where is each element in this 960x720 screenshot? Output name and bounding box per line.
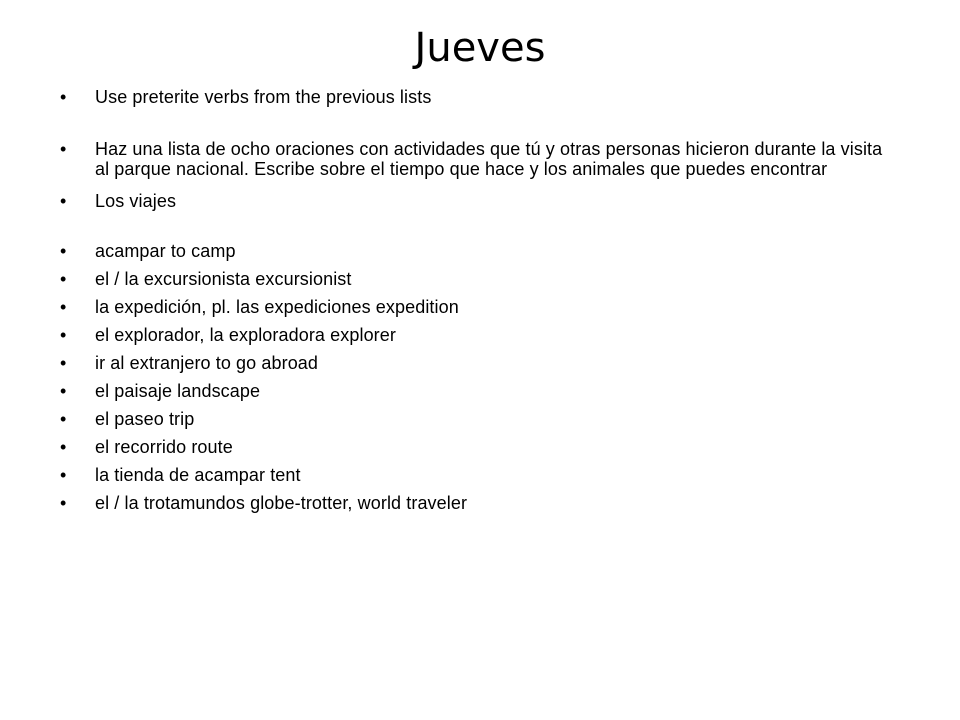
vocab-item bbox=[60, 493, 900, 513]
bullet-dot: • bbox=[60, 269, 67, 289]
vocab-text: el / la excursionista excursionist bbox=[95, 269, 352, 289]
bullet-dot: • bbox=[60, 191, 67, 211]
bullet-dot: • bbox=[60, 493, 67, 513]
bullet-dot: • bbox=[60, 241, 67, 261]
bullet-item bbox=[60, 87, 900, 107]
vocab-item bbox=[60, 381, 900, 401]
vocab-item bbox=[60, 297, 900, 317]
vocab-text: acampar to camp bbox=[95, 241, 236, 261]
bullet-item bbox=[60, 191, 900, 211]
vocab-text: el / la trotamundos globe-trotter, world traveler bbox=[95, 493, 468, 513]
vocab-text: el paisaje landscape bbox=[95, 381, 261, 401]
vocab-item bbox=[60, 269, 900, 289]
vocab-text: el recorrido route bbox=[95, 437, 233, 457]
bullet-item bbox=[60, 139, 900, 179]
vocab-item bbox=[60, 437, 900, 457]
slide-title: Jueves bbox=[414, 25, 546, 71]
vocab-text: la expedición, pl. las expediciones expedition bbox=[95, 297, 459, 317]
vocab-text: la tienda de acampar tent bbox=[95, 465, 301, 485]
bullet-text: Los viajes bbox=[95, 191, 177, 211]
vocab-text: el explorador, la exploradora explorer bbox=[95, 325, 396, 345]
bullet-dot: • bbox=[60, 87, 67, 107]
bullet-dot: • bbox=[60, 381, 67, 401]
bullet-dot: • bbox=[60, 465, 67, 485]
bullet-list bbox=[60, 83, 900, 513]
vocab-item bbox=[60, 325, 900, 345]
vocab-item bbox=[60, 241, 900, 261]
bullet-text: Haz una lista de ocho oraciones con actividades que tú y otras personas hicieron durante la visita al parque nacional. Escribe sobre el tiempo que hace y los animales que puedes encontrar bbox=[95, 139, 883, 179]
vocab-text: ir al extranjero to go abroad bbox=[95, 353, 319, 373]
bullet-text: Use preterite verbs from the previous lists bbox=[95, 87, 432, 107]
bullet-dot: • bbox=[60, 139, 67, 159]
vocab-item bbox=[60, 465, 900, 485]
bullet-dot: • bbox=[60, 437, 67, 457]
bullet-dot: • bbox=[60, 325, 67, 345]
bullet-dot: • bbox=[60, 297, 67, 317]
vocab-item bbox=[60, 409, 900, 429]
vocab-text: el paseo trip bbox=[95, 409, 195, 429]
bullet-dot: • bbox=[60, 409, 67, 429]
bullet-dot: • bbox=[60, 353, 67, 373]
vocab-item bbox=[60, 353, 900, 373]
